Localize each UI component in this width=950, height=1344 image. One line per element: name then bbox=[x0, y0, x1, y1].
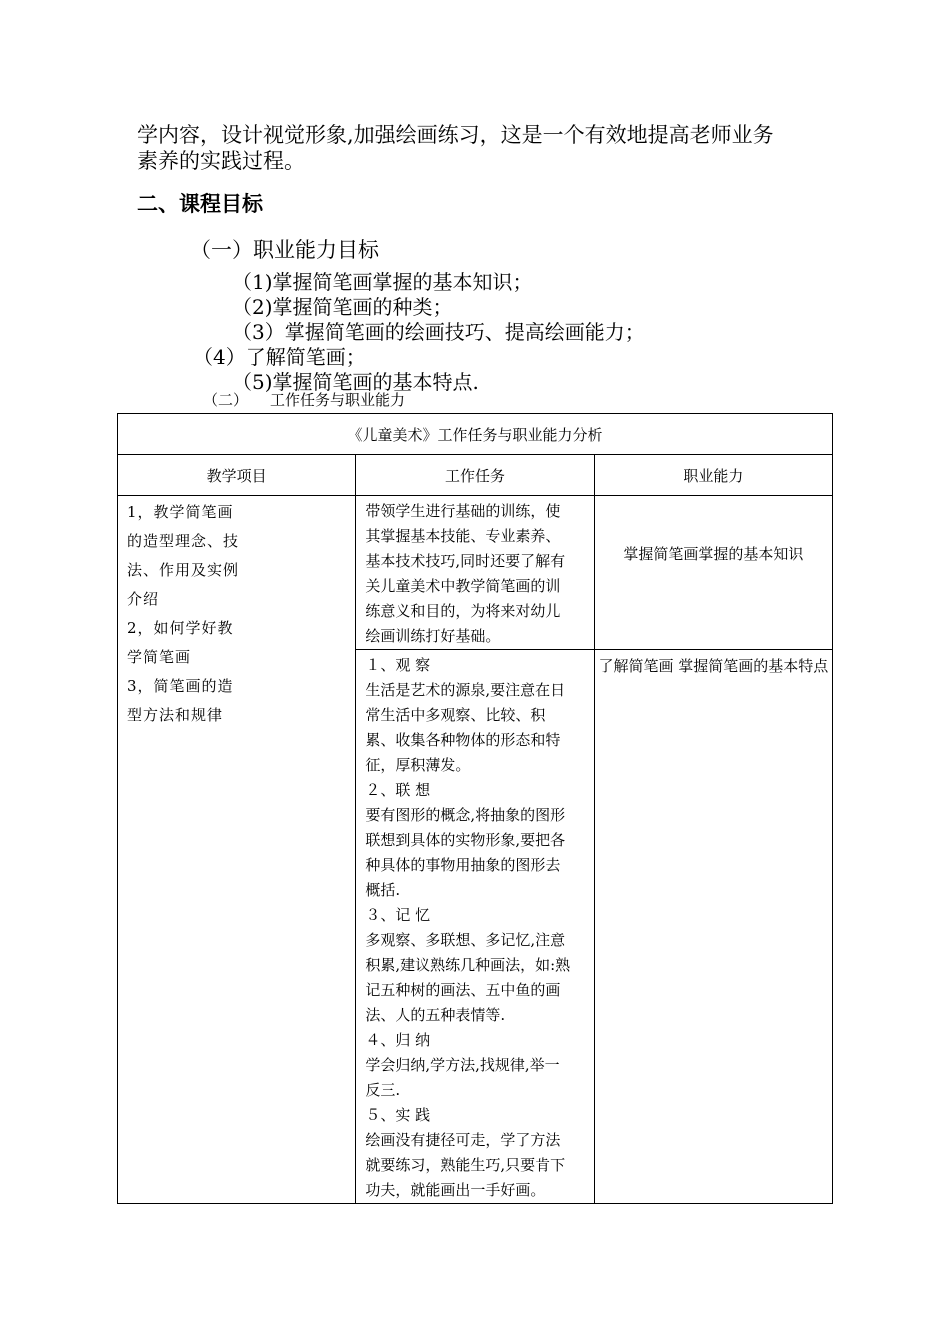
task-line: 其掌握基本技能、专业素养、 bbox=[365, 527, 561, 545]
task-line: 就要练习，熟能生巧,只要肯下 bbox=[365, 1156, 566, 1174]
subsection-title-tasks bbox=[203, 389, 405, 410]
task-line: １、观 察 bbox=[365, 656, 431, 674]
task-line: 种具体的事物用抽象的图形去 bbox=[365, 856, 561, 874]
analysis-table bbox=[117, 413, 833, 1204]
task-lines bbox=[356, 496, 593, 649]
intro-line-2: 素养的实践过程。 bbox=[137, 149, 305, 173]
project-line: 1，教学简笔画 bbox=[127, 503, 234, 521]
project-line: 学简笔画 bbox=[127, 648, 192, 666]
subsection-title-career-goals: （一）职业能力目标 bbox=[190, 238, 379, 262]
task-line: 常生活中多观察、比较、积 bbox=[365, 706, 546, 724]
project-line: 的造型理念、技 bbox=[127, 532, 240, 550]
task-line: 练意义和目的，为将来对幼儿 bbox=[365, 602, 561, 620]
header-ability: 职业能力 bbox=[594, 455, 832, 496]
task-line: ３、记 忆 bbox=[365, 906, 431, 924]
project-cell bbox=[118, 496, 356, 1204]
task-line: 关儿童美术中教学简笔画的训 bbox=[365, 577, 561, 595]
intro-paragraph bbox=[137, 122, 774, 174]
task-line: 联想到具体的实物形象,要把各 bbox=[365, 831, 566, 849]
objective-item: （5)掌握简笔画的基本特点. bbox=[232, 370, 479, 394]
project-line: 3，简笔画的造 bbox=[127, 677, 234, 695]
project-line: 型方法和规律 bbox=[127, 706, 224, 724]
task-line: 反三. bbox=[365, 1081, 401, 1099]
task-line: 生活是艺术的源泉,要注意在日 bbox=[365, 681, 566, 699]
task-line: 基本技术技巧,同时还要了解有 bbox=[365, 552, 566, 570]
objective-item: （4）了解简笔画； bbox=[193, 345, 366, 369]
subsection-number: （二） bbox=[203, 391, 249, 409]
task-line: 征，厚积薄发。 bbox=[365, 756, 471, 774]
task-line: ２、联 想 bbox=[365, 781, 431, 799]
task-line: 功夫，就能画出一手好画。 bbox=[365, 1181, 546, 1199]
project-line: 2，如何学好教 bbox=[127, 619, 234, 637]
project-line: 介绍 bbox=[127, 590, 160, 608]
task-line: 绘画没有捷径可走，学了方法 bbox=[365, 1131, 561, 1149]
objective-item: （1)掌握简笔画掌握的基本知识； bbox=[232, 270, 533, 294]
intro-line-1: 学内容，设计视觉形象,加强绘画练习，这是一个有效地提高老师业务 bbox=[137, 123, 774, 147]
objective-item: （2)掌握简笔画的种类； bbox=[232, 295, 453, 319]
task-line: 法、人的五种表情等. bbox=[365, 1006, 506, 1024]
task-line: 多观察、多联想、多记忆,注意 bbox=[365, 931, 566, 949]
ability-cell-2: 了解简笔画 掌握简笔画的基本特点 bbox=[594, 650, 832, 1204]
ability-cell-1: 掌握简笔画掌握的基本知识 bbox=[594, 496, 832, 650]
header-task: 工作任务 bbox=[356, 455, 594, 496]
task-line: 记五种树的画法、五中鱼的画 bbox=[365, 981, 561, 999]
table-header-row bbox=[118, 455, 833, 496]
task-line: 学会归纳,学方法,找规律,举一 bbox=[365, 1056, 560, 1074]
task-line: 带领学生进行基础的训练，使 bbox=[365, 502, 561, 520]
header-project: 教学项目 bbox=[118, 455, 356, 496]
task-line: 绘画训练打好基础。 bbox=[365, 627, 501, 645]
project-lines bbox=[118, 496, 355, 730]
task-line: ５、实 践 bbox=[365, 1106, 431, 1124]
task-line: 积累,建议熟练几种画法，如:熟 bbox=[365, 956, 571, 974]
task-lines bbox=[356, 650, 593, 1203]
task-cell-2 bbox=[356, 650, 594, 1204]
task-line: 要有图形的概念,将抽象的图形 bbox=[365, 806, 566, 824]
table-caption: 《儿童美术》工作任务与职业能力分析 bbox=[118, 414, 833, 455]
project-line: 法、作用及实例 bbox=[127, 561, 240, 579]
task-line: 概括. bbox=[365, 881, 401, 899]
task-cell-1 bbox=[356, 496, 594, 650]
objective-item: （3）掌握简笔画的绘画技巧、提高绘画能力； bbox=[232, 320, 645, 344]
task-line: 累、收集各种物体的形态和特 bbox=[365, 731, 561, 749]
task-line: ４、归 纳 bbox=[365, 1031, 431, 1049]
subsection-text: 工作任务与职业能力 bbox=[270, 391, 406, 409]
table-row bbox=[118, 496, 833, 650]
section-title: 二、课程目标 bbox=[137, 192, 263, 216]
